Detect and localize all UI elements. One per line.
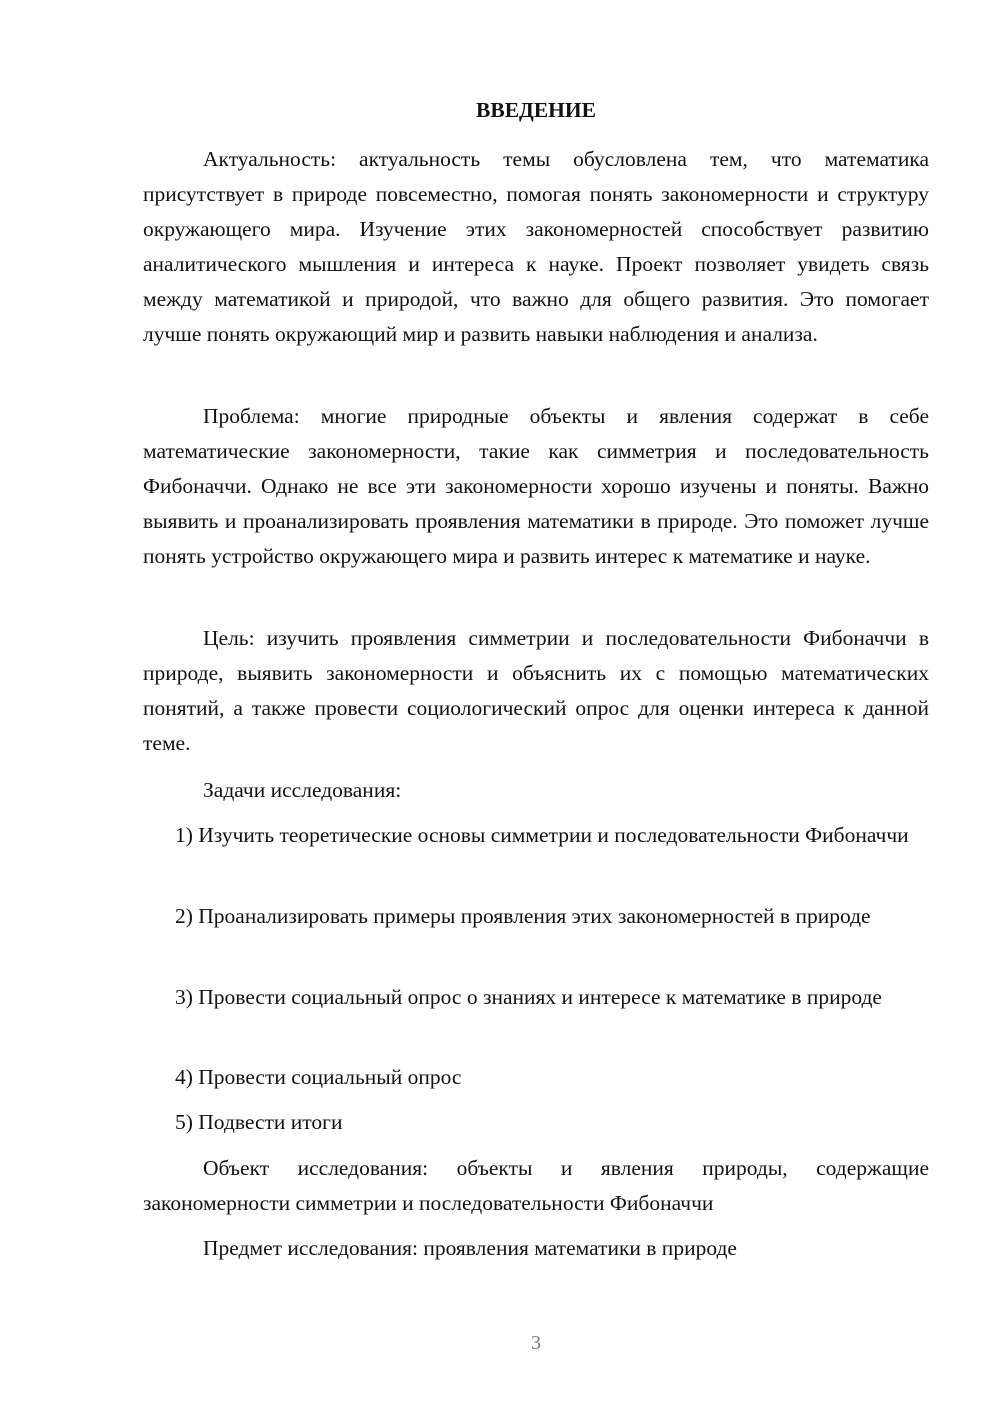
- task-item-5: 5) Подвести итоги: [175, 1110, 343, 1134]
- tasks-heading: Задачи исследования:: [203, 778, 402, 802]
- subject-paragraph: Предмет исследования: проявления математики в природе: [203, 1236, 737, 1260]
- task-item-3: 3) Провести социальный опрос о знаниях и интересе к математике в природе: [175, 985, 882, 1009]
- task-item-4: 4) Провести социальный опрос: [175, 1065, 462, 1089]
- goal-paragraph: Цель: изучить проявления симметрии и последовательности Фибоначчи в природе, выявить закономерности и объяснить их с помощью математических понятий, а также провести социологический опрос для оценки интереса к данной теме.: [143, 626, 929, 755]
- task-item-2: 2) Проанализировать примеры проявления этих закономерностей в природе: [175, 904, 871, 928]
- section-heading: ВВЕДЕНИЕ: [476, 98, 596, 122]
- task-item-1: 1) Изучить теоретические основы симметрии и последовательности Фибоначчи: [175, 823, 909, 847]
- object-paragraph: Объект исследования: объекты и явления природы, содержащие закономерности симметрии и последовательности Фибоначчи: [143, 1156, 929, 1215]
- page-number: 3: [531, 1332, 541, 1354]
- relevance-paragraph: Актуальность: актуальность темы обусловлена тем, что математика присутствует в природе повсеместно, помогая понять закономерности и структуру окружающего мира. Изучение этих закономерностей способствует развитию аналитического мышления и интереса к науке. Проект позволяет увидеть связь между математикой и природой, что важно для общего развития. Это помогает лучше понять окружающий мир и развить навыки наблюдения и анализа.: [143, 147, 929, 346]
- problem-paragraph: Проблема: многие природные объекты и явления содержат в себе математические закономерности, такие как симметрия и последовательность Фибоначчи. Однако не все эти закономерности хорошо изучены и поняты. Важно выявить и проанализировать проявления математики в природе. Это поможет лучше понять устройство окружающего мира и развить интерес к математике и науке.: [143, 404, 929, 568]
